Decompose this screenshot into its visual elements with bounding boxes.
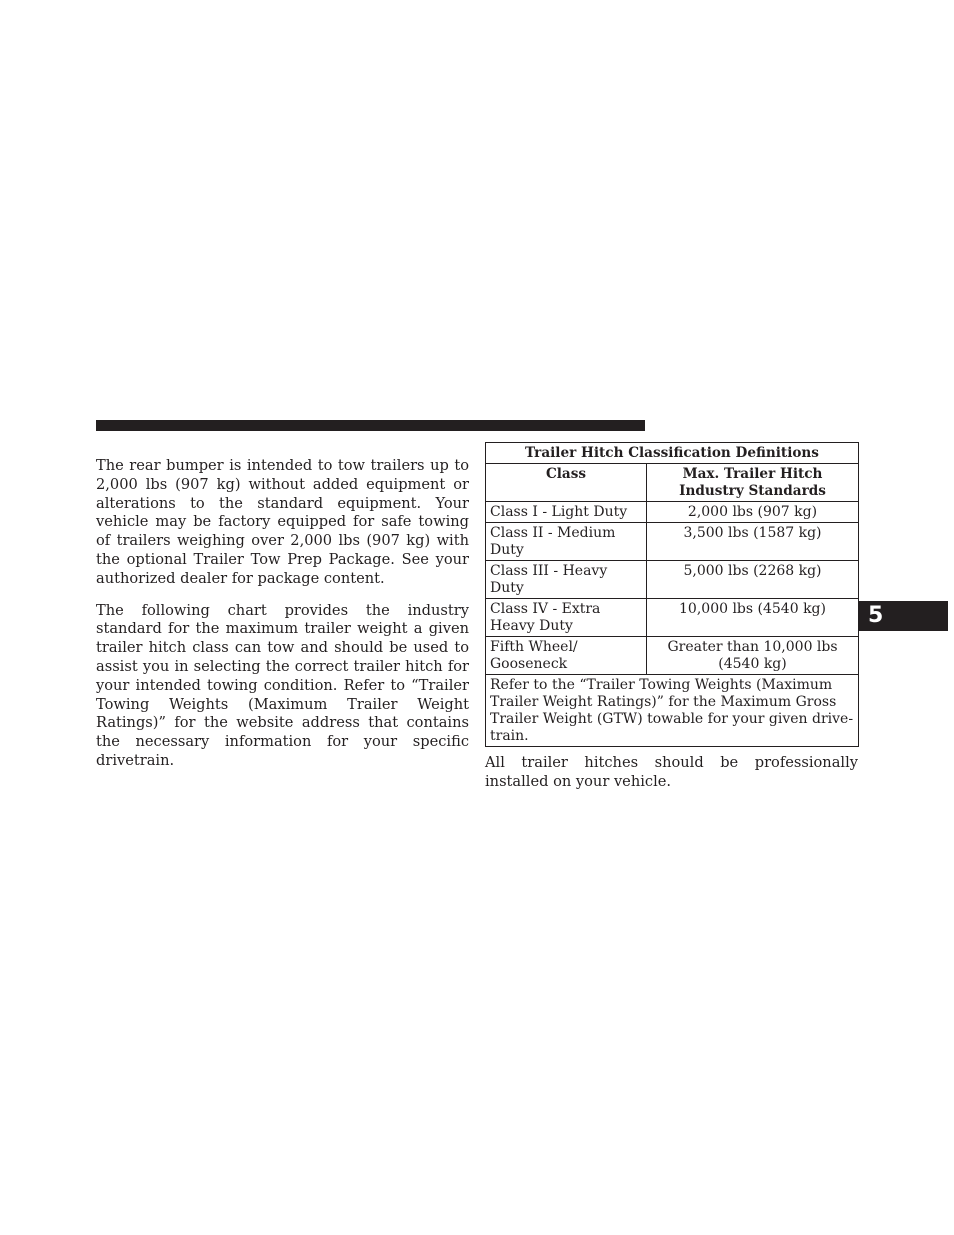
left-column	[96, 457, 469, 784]
table-title: Trailer Hitch Classification Definitions	[486, 443, 859, 464]
cell-max: Greater than 10,000 lbs (4540 kg)	[647, 637, 859, 675]
table-footnote: Refer to the “Trailer Towing Weights (Maximum Trailer Weight Ratings)” for the Maximum Gross Trailer Weight (GTW) towable for your given drive-train.	[486, 675, 859, 747]
table-row	[486, 561, 859, 599]
cell-max: 5,000 lbs (2268 kg)	[647, 561, 859, 599]
header-max-standard: Max. Trailer Hitch Industry Standards	[647, 464, 859, 502]
cell-class: Class IV - Extra Heavy Duty	[486, 599, 647, 637]
intro-paragraph: The rear bumper is intended to tow trailers up to 2,000 lbs (907 kg) without added equipment or alterations to the standard equipment. Your vehicle may be factory equipped for safe towing of trailers weighing over 2,000 lbs (907 kg) with the optional Trailer Tow Prep Package. See your authorized dealer for package content.	[96, 457, 469, 587]
header-class: Class	[486, 464, 647, 502]
chart-description-paragraph: The following chart provides the industry standard for the maximum trailer weight a given trailer hitch class can tow and should be used to assist you in selecting the correct trailer hitch for your intended towing condition. Refer to “Trailer Towing Weights (Maximum Trailer Weight Ratings)” for the website address that contains the necessary information for your specific drivetrain.	[96, 601, 469, 769]
cell-class: Class III - Heavy Duty	[486, 561, 647, 599]
trailer-hitch-table	[485, 442, 859, 747]
cell-class: Fifth Wheel/ Gooseneck	[486, 637, 647, 675]
chapter-number: 5	[868, 603, 884, 628]
table-header-row	[486, 464, 859, 502]
right-column	[485, 442, 858, 792]
cell-max: 10,000 lbs (4540 kg)	[647, 599, 859, 637]
table-footnote-row	[486, 675, 859, 747]
table-row	[486, 637, 859, 675]
chapter-tab	[859, 601, 948, 631]
cell-class: Class II - Medium Duty	[486, 523, 647, 561]
table-row	[486, 599, 859, 637]
cell-max: 2,000 lbs (907 kg)	[647, 502, 859, 523]
table-title-row	[486, 443, 859, 464]
section-rule	[96, 420, 645, 431]
table-row	[486, 502, 859, 523]
installation-note: All trailer hitches should be professionally installed on your vehicle.	[485, 754, 858, 790]
cell-max: 3,500 lbs (1587 kg)	[647, 523, 859, 561]
table-row	[486, 523, 859, 561]
cell-class: Class I - Light Duty	[486, 502, 647, 523]
